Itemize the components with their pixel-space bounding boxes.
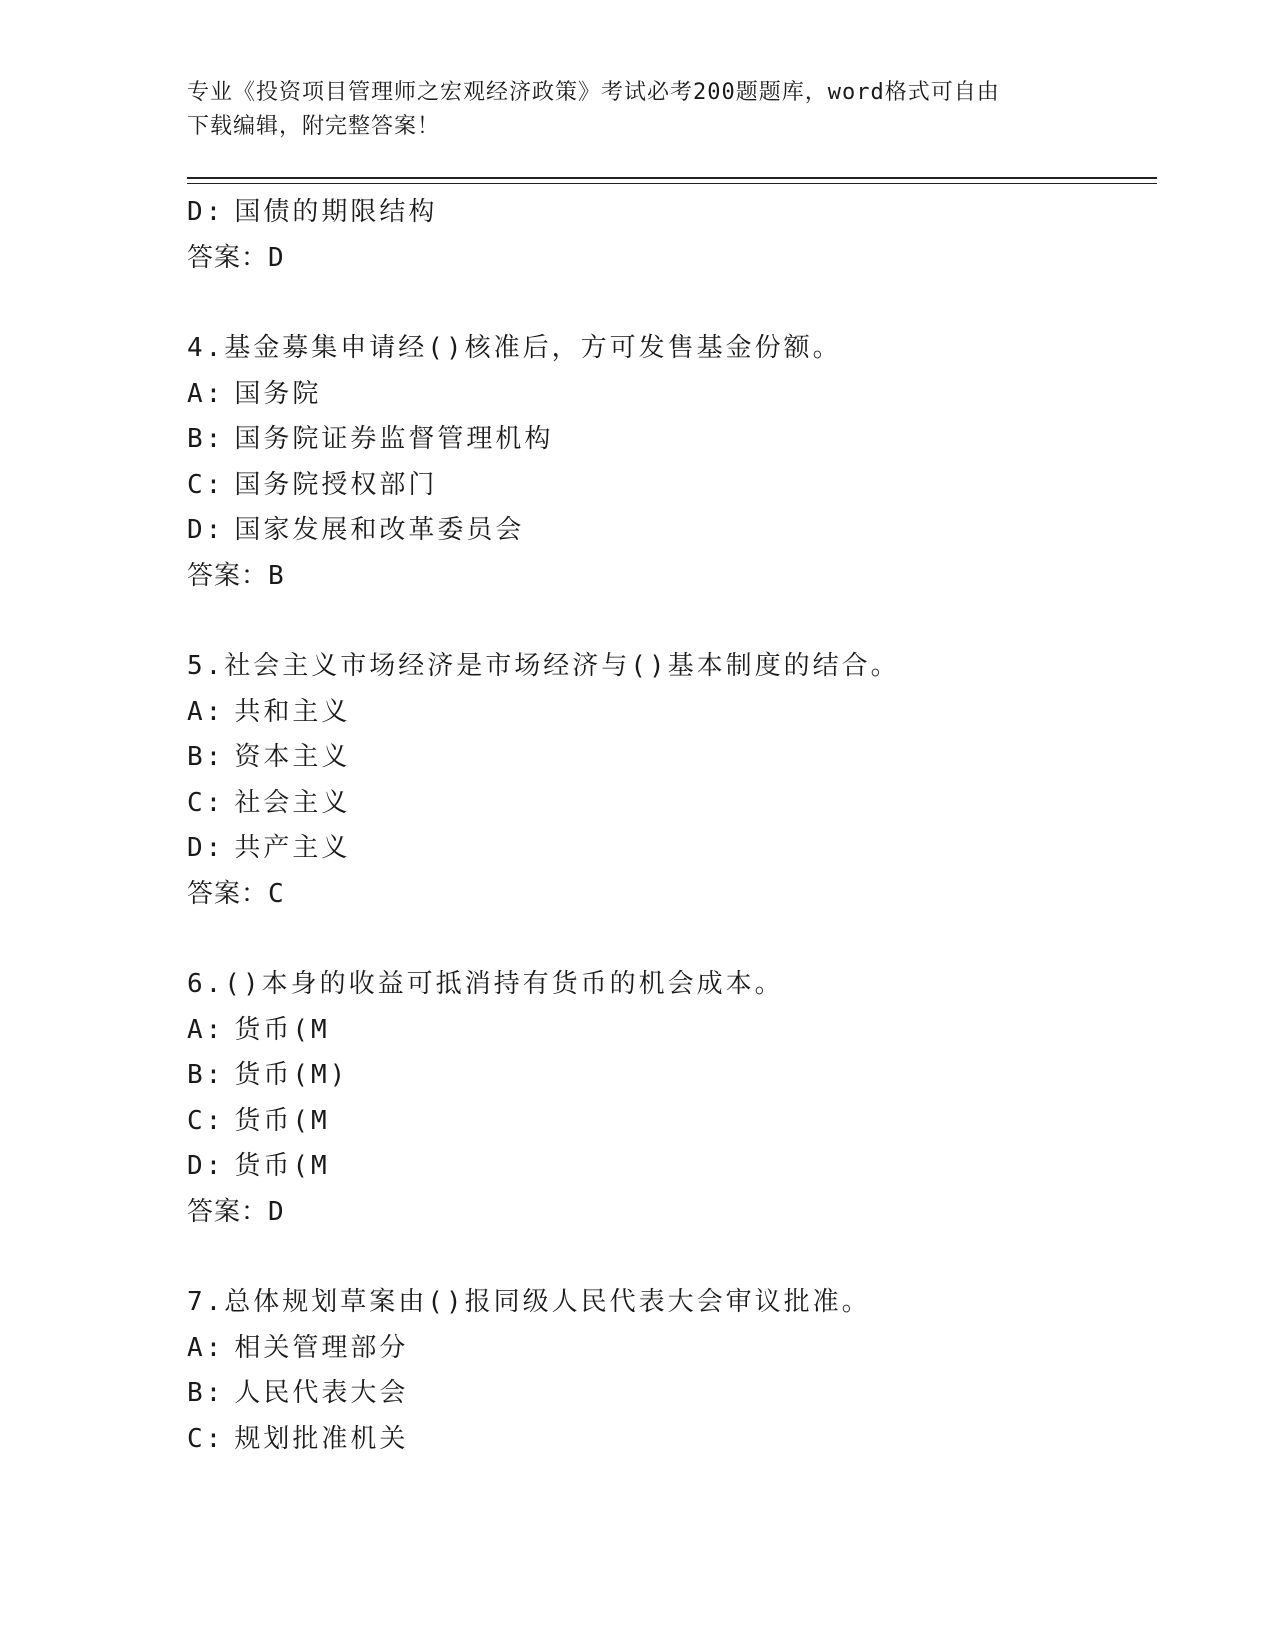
option-letter: C: bbox=[187, 787, 225, 818]
option-c bbox=[187, 1099, 1157, 1145]
option-letter: C: bbox=[187, 1105, 225, 1136]
option-text: 人民代表大会 bbox=[234, 1378, 409, 1408]
answer-line: 答案：D bbox=[187, 1196, 285, 1227]
option-c bbox=[187, 1417, 1157, 1463]
option-text: 货币(M bbox=[234, 1014, 330, 1045]
option-d bbox=[187, 1144, 1157, 1190]
option-letter: B: bbox=[187, 1378, 225, 1408]
option-text: 共和主义 bbox=[234, 696, 351, 727]
option-letter: D: bbox=[187, 833, 225, 863]
document-header bbox=[187, 76, 1087, 144]
option-text: 国务院 bbox=[234, 378, 322, 409]
option-text: 货币(M bbox=[234, 1151, 330, 1181]
answer-line: 答案：D bbox=[187, 242, 285, 273]
option-text: 相关管理部分 bbox=[234, 1332, 409, 1363]
question-stem: 7.总体规划草案由()报同级人民代表大会审议批准。 bbox=[187, 1287, 871, 1317]
option-b bbox=[187, 1053, 1157, 1099]
option-letter: D: bbox=[187, 515, 225, 545]
option-letter: C: bbox=[187, 1423, 225, 1454]
option-text: 国务院证券监督管理机构 bbox=[234, 424, 554, 454]
option-letter: A: bbox=[187, 696, 225, 727]
option-c bbox=[187, 463, 1157, 509]
option-a bbox=[187, 690, 1157, 736]
option-d bbox=[187, 190, 1157, 236]
question-list bbox=[187, 190, 1157, 1462]
spacer bbox=[187, 281, 1157, 326]
option-text: 社会主义 bbox=[234, 787, 351, 818]
question-stem: 6.()本身的收益可抵消持有货币的机会成本。 bbox=[187, 969, 784, 999]
spacer bbox=[187, 917, 1157, 962]
option-letter: B: bbox=[187, 1060, 225, 1090]
answer-line: 答案：C bbox=[187, 878, 285, 909]
option-text: 规划批准机关 bbox=[234, 1423, 409, 1454]
option-text: 国债的期限结构 bbox=[234, 197, 438, 227]
option-b bbox=[187, 417, 1157, 463]
option-text: 货币(M bbox=[234, 1105, 330, 1136]
option-letter: B: bbox=[187, 742, 225, 772]
spacer bbox=[187, 599, 1157, 644]
option-letter: A: bbox=[187, 1332, 225, 1363]
option-letter: B: bbox=[187, 424, 225, 454]
option-letter: A: bbox=[187, 378, 225, 409]
option-text: 资本主义 bbox=[234, 742, 351, 772]
option-letter: D: bbox=[187, 197, 225, 227]
option-a bbox=[187, 1326, 1157, 1372]
question-stem: 5.社会主义市场经济是市场经济与()基本制度的结合。 bbox=[187, 651, 900, 681]
header-divider bbox=[187, 177, 1157, 184]
option-a bbox=[187, 1008, 1157, 1054]
header-line-1: 专业《投资项目管理师之宏观经济政策》考试必考200题题库，word格式可自由 bbox=[187, 80, 1000, 105]
option-d bbox=[187, 508, 1157, 554]
option-b bbox=[187, 735, 1157, 781]
option-letter: D: bbox=[187, 1151, 225, 1181]
option-b bbox=[187, 1371, 1157, 1417]
spacer bbox=[187, 1235, 1157, 1280]
option-text: 国务院授权部门 bbox=[234, 469, 438, 500]
question-stem: 4.基金募集申请经()核准后，方可发售基金份额。 bbox=[187, 333, 842, 363]
option-c bbox=[187, 781, 1157, 827]
option-text: 货币(M) bbox=[234, 1060, 349, 1090]
header-line-2: 下载编辑，附完整答案！ bbox=[187, 114, 441, 139]
option-d bbox=[187, 826, 1157, 872]
answer-line: 答案：B bbox=[187, 560, 285, 591]
option-a bbox=[187, 372, 1157, 418]
option-text: 国家发展和改革委员会 bbox=[234, 515, 525, 545]
option-letter: A: bbox=[187, 1014, 225, 1045]
option-text: 共产主义 bbox=[234, 833, 351, 863]
option-letter: C: bbox=[187, 469, 225, 500]
